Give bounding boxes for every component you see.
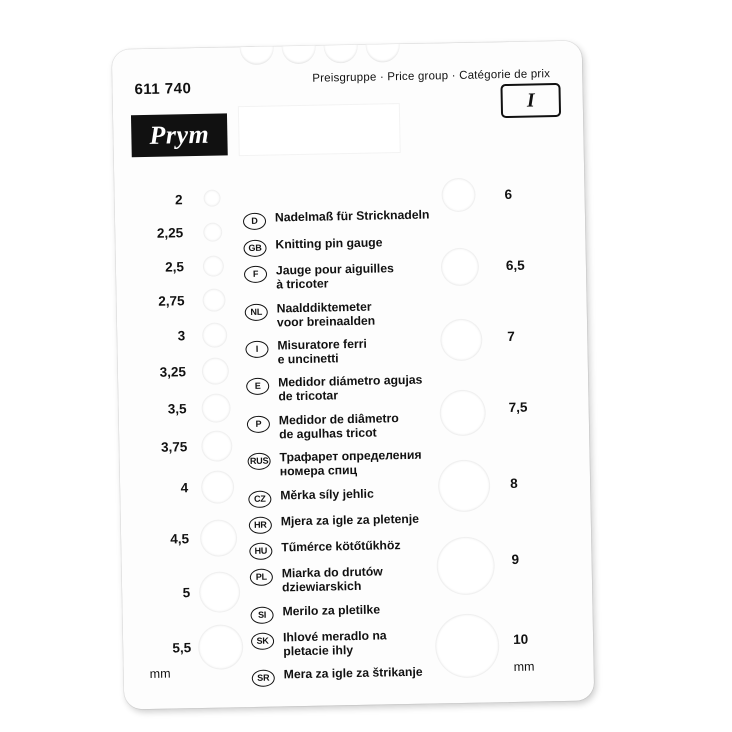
language-text: Tűmérce kötőtűkhöz [281, 538, 401, 555]
size-label-right-2: 7 [507, 328, 515, 345]
language-row-pl [250, 565, 383, 595]
unit-label-right: mm [513, 659, 535, 674]
size-label-left-8: 4 [180, 480, 189, 496]
gauge-hole-2-75 [203, 289, 224, 310]
size-label-left-11: 5,5 [172, 640, 192, 656]
gauge-hole-7 [441, 320, 482, 361]
blank-label-panel [239, 104, 400, 155]
language-code-badge: RUS [247, 453, 270, 470]
language-row-nl [245, 301, 376, 330]
language-code-badge: PL [250, 569, 273, 586]
language-text: Medidor de diâmetro de agulhas tricot [278, 411, 399, 441]
language-text: Mjera za igle za pletenje [280, 511, 420, 529]
size-label-right-5: 9 [511, 551, 520, 567]
language-row-si [250, 604, 380, 624]
knitting-gauge-card [112, 41, 595, 710]
price-group-box [500, 83, 561, 118]
language-row-p [247, 412, 399, 442]
language-code-badge: E [246, 378, 269, 395]
gauge-hole-2-25 [204, 224, 221, 241]
gauge-hole-3-5 [202, 394, 230, 422]
size-label-right-0: 6 [504, 186, 513, 203]
price-group-label: Preisgruppe · Price group · Catégorie de prix [312, 68, 551, 85]
gauge-hole-3-25 [203, 358, 228, 383]
language-text: Трафарет определения номера спиц [279, 447, 422, 478]
brand-logo-text: Prym [149, 119, 210, 150]
language-code-badge: CZ [248, 491, 271, 508]
size-label-left-9: 4,5 [170, 531, 190, 547]
language-row-d [243, 209, 430, 231]
card-inner [112, 41, 595, 710]
hang-scallop-4 [365, 41, 400, 63]
size-label-right-3: 7,5 [508, 399, 528, 416]
gauge-hole-6 [442, 179, 475, 212]
language-code-badge: SI [250, 607, 273, 624]
gauge-hole-5-5 [199, 625, 243, 669]
language-row-hu [249, 539, 401, 560]
size-label-left-10: 5 [182, 585, 191, 601]
language-text: Miarka do drutów dziewiarskich [281, 564, 383, 594]
language-row-cz [248, 488, 374, 508]
size-label-left-5: 3,25 [159, 364, 187, 380]
size-label-left-6: 3,5 [167, 401, 187, 417]
size-label-right-1: 6,5 [505, 257, 525, 274]
language-text: Jauge pour aiguilles à tricoter [275, 261, 394, 291]
language-code-badge: SK [251, 633, 274, 650]
language-code-badge: HU [249, 543, 272, 560]
size-label-right-4: 8 [509, 475, 518, 492]
hang-scallop-1 [239, 41, 274, 66]
language-text: Misuratore ferri e uncinetti [277, 336, 367, 366]
language-row-hr [249, 513, 420, 534]
language-code-badge: NL [245, 304, 268, 321]
language-code-badge: HR [249, 517, 272, 534]
language-code-badge: P [247, 416, 270, 433]
gauge-hole-7-5 [440, 390, 485, 435]
gauge-hole-10 [436, 614, 499, 677]
gauge-hole-6-5 [442, 249, 479, 286]
language-code-badge: F [244, 266, 267, 283]
size-label-left-4: 3 [177, 328, 186, 344]
size-label-left-1: 2,25 [156, 225, 184, 241]
language-code-badge: GB [243, 240, 266, 257]
brand-logo [131, 113, 228, 157]
language-row-f [244, 262, 394, 292]
language-text: Merilo za pletilke [282, 602, 381, 619]
gauge-hole-5 [200, 572, 240, 612]
size-label-left-7: 3,75 [160, 439, 188, 455]
language-text: Měrka síly jehlic [280, 486, 374, 503]
language-row-gb [243, 236, 382, 257]
hang-scallop-3 [323, 41, 358, 64]
gauge-hole-9 [437, 537, 494, 594]
language-text: Medidor diámetro agujas de tricotar [277, 372, 423, 403]
language-text: Mera za igle za štrikanje [283, 664, 423, 682]
language-row-e [246, 374, 423, 404]
size-label-left-2: 2,5 [164, 259, 185, 275]
size-label-right-6: 10 [512, 631, 529, 647]
language-text: Knitting pin gauge [275, 235, 383, 252]
article-number: 611 740 [134, 80, 192, 99]
unit-label-left: mm [149, 666, 171, 681]
language-row-sr [252, 666, 423, 687]
language-row-sk [251, 629, 387, 659]
gauge-hole-4-5 [201, 520, 237, 556]
price-group-value: I [526, 89, 535, 112]
language-text: Ihlové meradlo na pletacie ihly [282, 628, 387, 658]
size-label-left-3: 2,75 [158, 293, 185, 309]
gauge-hole-4 [202, 471, 234, 503]
language-code-badge: SR [252, 670, 275, 687]
hang-scallop-2 [281, 41, 316, 65]
gauge-hole-8 [439, 460, 490, 511]
language-text: Naalddiktemeter voor breinaalden [276, 299, 376, 329]
language-row-rus [247, 449, 421, 479]
language-code-badge: I [245, 341, 268, 358]
language-text: Nadelmaß für Stricknadeln [274, 207, 430, 225]
gauge-hole-3-75 [202, 431, 232, 461]
gauge-hole-2-5 [204, 256, 223, 275]
size-label-left-0: 2 [174, 192, 183, 208]
language-row-i [245, 338, 367, 367]
gauge-hole-2 [204, 191, 219, 206]
gauge-hole-3 [203, 323, 226, 346]
language-code-badge: D [243, 213, 266, 230]
